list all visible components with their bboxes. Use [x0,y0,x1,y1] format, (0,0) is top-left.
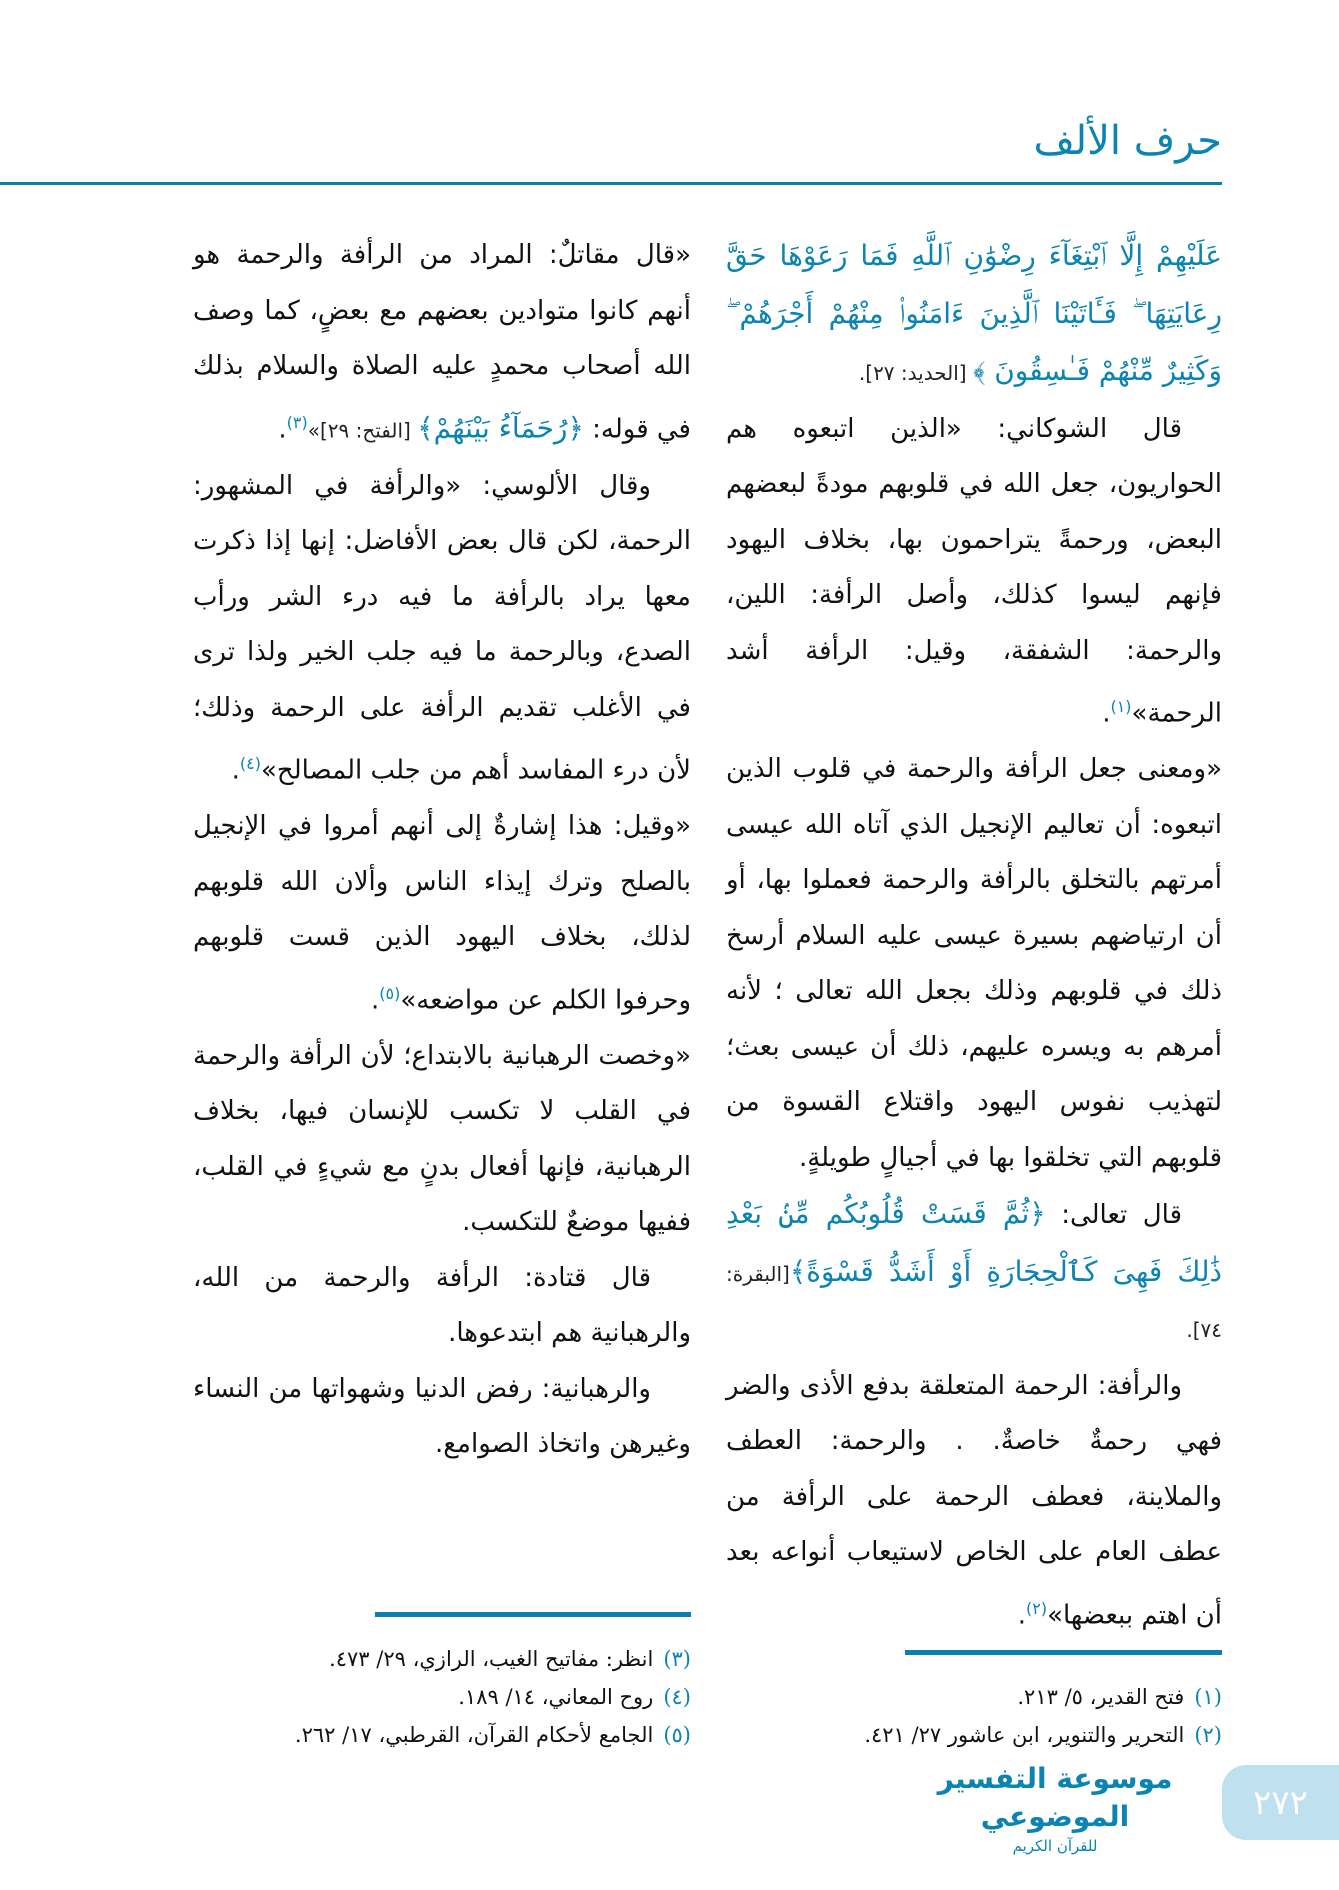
left-column [193,228,691,1473]
paragraph-text: «وقيل: هذا إشارةٌ إلى أنهم أمروا في الإنجيل بالصلح وترك إيذاء الناس وألان الله قلوبهم لذلك، بخلاف اليهود الذين قست قلوبهم وحرفوا الكلم عن مواضعه» [193,811,691,1016]
paragraph [193,799,691,1029]
paragraph [193,228,691,459]
encyclopedia-logo [930,1760,1180,1856]
paragraph [726,228,1222,402]
paragraph-text: . [278,414,287,445]
right-column [726,228,1222,1644]
footnote-text: انظر: مفاتيح الغيب، الرازي، ٢٩/ ٤٧٣. [329,1647,654,1671]
paragraph-text: قال قتادة: الرأفة والرحمة من الله، والرهبانية هم ابتدعوها. [193,1262,691,1349]
footnote-text: الجامع لأحكام القرآن، القرطبي، ١٧/ ٢٦٢. [294,1723,654,1747]
header-divider [0,182,1222,185]
paragraph [193,1251,691,1362]
quran-verse: ﴿رُحَمَآءُ بَيْنَهُمْ﴾ [417,411,584,445]
footnote-divider-right [905,1650,1222,1655]
quran-verse: عَلَيْهِمْ إِلَّا ٱبْتِغَآءَ رِضْوَٰنِ ٱللَّهِ فَمَا رَعَوْهَا حَقَّ رِعَايَتِهَا ۖ فَـَٔاتَيْنَا ٱلَّذِينَ ءَامَنُوا۟ مِنْهُمْ أَجْرَهُمْ ۖ وَكَثِيرٌ مِّنْهُمْ فَـٰسِقُونَ ﴾ [726,239,1222,387]
footnote-ref[interactable]: (٢) [1025,1598,1048,1618]
footnote-text: روح المعاني، ١٤/ ١٨٩. [458,1685,654,1709]
paragraph-text: «ومعنى جعل الرأفة والرحمة في قلوب الذين اتبعوه: أن تعاليم الإنجيل الذي آتاه الله عيسى أمرتهم بالتخلق بالرأفة والرحمة فعملوا بها، أو أن ارتياضهم بسيرة عيسى عليه السلام أرسخ ذلك في قلوبهم وذلك بجعل الله تعالى ؛ لأنه أمرهم به ويسره عليهم، ذلك أن عيسى بعث؛ لتهذيب نفوس اليهود واقتلاع القسوة من قلوبهم التي تخلقوا بها في أجيالٍ طويلةٍ. [726,754,1222,1173]
logo-title: موسوعة التفسير الموضوعي [937,1762,1173,1833]
paragraph-text: . [1102,698,1111,729]
quran-verse: ﴿ثُمَّ قَسَتْ قُلُوبُكُم مِّنۢ بَعْدِ ذَٰلِكَ فَهِىَ كَٱلْحِجَارَةِ أَوْ أَشَدُّ قَسْوَةً﴾ [726,1197,1222,1288]
paragraph-text: . [371,985,380,1016]
paragraph-text: والرأفة: الرحمة المتعلقة بدفع الأذى والضر فهي رحمةٌ خاصةٌ. . والرحمة: العطف والملاينة، فعطف الرحمة على الرأفة من عطف العام على الخاص لاستيعاب أنواعه بعد أن اهتم ببعضها» [726,1370,1222,1631]
paragraph-text: «قال مقاتلٌ: المراد من الرأفة والرحمة هو أنهم كانوا متوادين بعضهم مع بعضٍ، كما وصف الله أصحاب محمدٍ عليه الصلاة والسلام بذلك في قوله: [193,240,691,445]
footnote [726,1716,1222,1754]
paragraph [193,459,691,800]
footnote-number: (٥) [663,1723,691,1747]
footnote [193,1678,691,1716]
footnote-ref[interactable]: (٣) [286,412,308,432]
footnote-number: (٣) [663,1647,691,1671]
paragraph-text: قال تعالى: [1045,1200,1182,1231]
footnotes-right [726,1678,1222,1754]
footnote-text: فتح القدير، ٥/ ٢١٣. [1017,1685,1185,1709]
logo-subtitle: للقرآن الكريم [1012,1837,1098,1855]
footnote-number: (١) [1194,1685,1222,1709]
footnotes-left [193,1640,691,1754]
footnote-divider-left [375,1612,691,1617]
verse-citation: [البقرة: ٧٤]. [726,1261,1222,1343]
paragraph-text: . [1017,1600,1026,1631]
page-number-badge [1222,1765,1339,1840]
verse-citation: [الفتح: ٢٩]» [307,418,418,443]
paragraph [726,1186,1222,1359]
footnote-text: التحرير والتنوير، ابن عاشور ٢٧/ ٤٢١. [864,1723,1185,1747]
footnote [726,1678,1222,1716]
paragraph [193,1029,691,1251]
footnote [193,1716,691,1754]
verse-citation: [الحديد: ٢٧]. [858,361,973,385]
footnote-ref[interactable]: (٥) [379,983,401,1003]
paragraph-text: . [231,755,240,786]
paragraph [193,1362,691,1473]
paragraph-text: وقال الألوسي: «والرأفة في المشهور: الرحمة، لكن قال بعض الأفاضل: إنها إذا ذكرت معها يراد بالرأفة ما فيه درء الشر ورأب الصدع، وبالرحمة ما فيه جلب الخير ولذا ترى في الأغلب تقديم الرأفة على الرحمة وذلك؛ لأن درء المفاسد أهم من جلب المصالح» [193,470,691,786]
paragraph [726,402,1222,743]
page-number: ٢٧٢ [1253,1782,1308,1823]
paragraph-text: «وخصت الرهبانية بالابتداع؛ لأن الرأفة والرحمة في القلب لا تكسب للإنسان فيها، بخلاف الرهبانية، فإنها أفعال بدنٍ مع شيءٍ في القلب، ففيها موضعٌ للتكسب. [193,1040,691,1238]
footnote-ref[interactable]: (٤) [239,754,262,774]
footnote [193,1640,691,1678]
footnote-number: (٤) [663,1685,691,1709]
paragraph-text: والرهبانية: رفض الدنيا وشهواتها من النساء وغيرهن واتخاذ الصوامع. [193,1373,691,1460]
paragraph-text: قال الشوكاني: «الذين اتبعوه هم الحواريون، جعل الله في قلوبهم مودةً لبعضهم البعض، ورحمةً يتراحمون بها، بخلاف اليهود فإنهم ليسوا كذلك، وأصل الرأفة: اللين، والرحمة: الشفقة، وقيل: الرأفة أشد الرحمة» [726,413,1222,729]
footnote-number: (٢) [1194,1723,1222,1747]
section-title: حرف الألف [1033,118,1222,164]
paragraph [726,1359,1222,1644]
paragraph [726,742,1222,1186]
footnote-ref[interactable]: (١) [1110,697,1132,716]
